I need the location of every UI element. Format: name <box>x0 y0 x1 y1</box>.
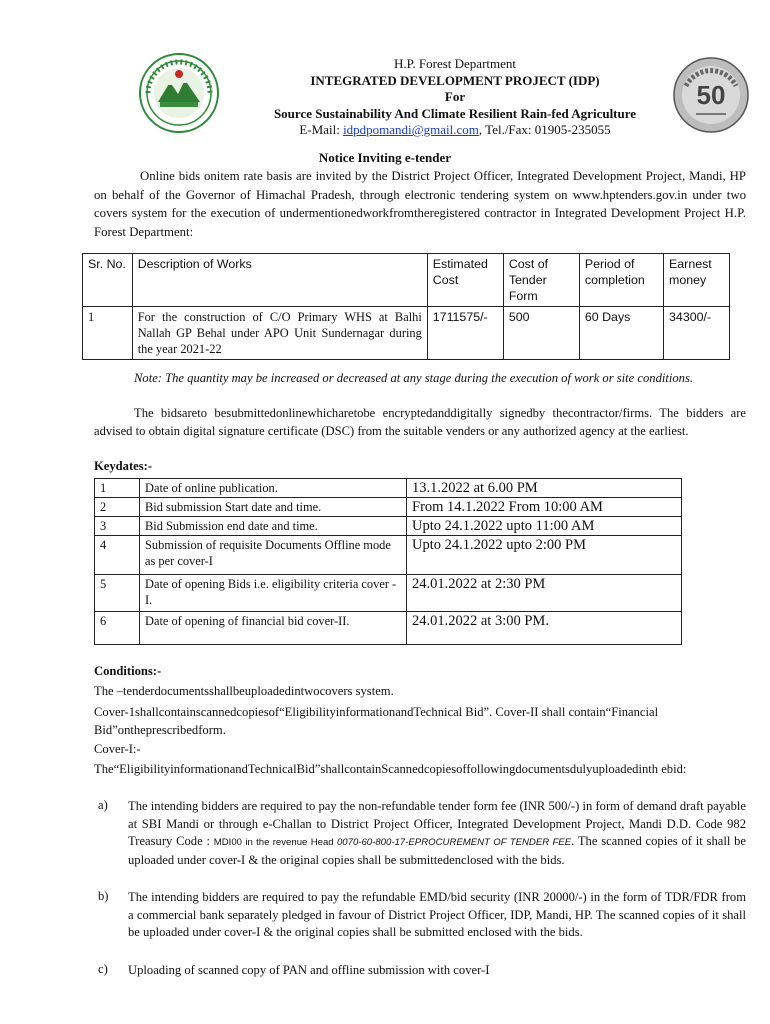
header-cell: Description of Works <box>132 254 427 307</box>
keydate-label: Date of online publication. <box>140 479 407 498</box>
condition-item-a <box>128 798 746 869</box>
keydate-label: Bid Submission end date and time. <box>140 517 407 536</box>
contact-line <box>200 122 710 139</box>
header-cell: Cost of Tender Form <box>503 254 579 307</box>
item-marker: c) <box>98 962 108 976</box>
table-row <box>95 479 682 498</box>
notice-intro: Online bids onitem rate basis are invited by the District Project Officer, Integrated Development Project, Mandi, HP on behalf of the Governor of Himachal Pradesh, through electronic tendering system on www.hptenders.gov.in under two covers system for the execution of undermentionedworkfromtheregistered contractor in Integrated Development Project H.P. Forest Department: <box>94 169 746 239</box>
email-label: E-Mail: <box>299 122 344 137</box>
sr-no-cell: 1 <box>83 307 133 360</box>
conditions-line-1: The –tenderdocumentsshallbeuploadedintwocovers system. <box>94 684 394 698</box>
table-row <box>95 575 682 612</box>
table-row <box>95 498 682 517</box>
keydate-value: 13.1.2022 at 6.00 PM <box>407 479 682 498</box>
bids-paragraph: The bidsareto besubmittedonlinewhicharetobe encryptedanddigitally signedby thecontractor/firms. The bidders are advised to obtain digital signature certificate (DSC) from the suitable venders or any authorized agency at the earliest. <box>94 406 746 438</box>
earnest-money-cell: 34300/- <box>664 307 730 360</box>
period-cell: 60 Days <box>579 307 663 360</box>
keydate-no: 4 <box>95 536 140 575</box>
quantity-note: Note: The quantity may be increased or decreased at any stage during the execution of work or site conditions. <box>134 371 694 385</box>
revenue-head: 0070-60-800-17-EPROCUREMENT OF TENDER FEE <box>336 837 572 849</box>
keydate-value: 24.01.2022 at 2:30 PM <box>407 575 682 612</box>
keydates-heading: Keydates:- <box>94 459 153 473</box>
notice-title: Notice Inviting e-tender <box>318 150 452 165</box>
works-table-header <box>83 254 730 307</box>
conditions-heading: Conditions:- <box>94 664 162 678</box>
table-row <box>95 536 682 575</box>
item-marker: a) <box>98 798 108 812</box>
table-row <box>95 517 682 536</box>
keydate-label: Date of opening of financial bid cover-II. <box>140 612 407 645</box>
item-a-text-end: . The scanned copies of it shall be uploaded under cover-I & the original copies shall be submittedenclosed with the bids. <box>128 834 747 867</box>
keydate-value: Upto 24.1.2022 upto 2:00 PM <box>407 536 682 575</box>
item-a-text: The intending bidders are required to pay the non-refundable tender form fee (INR 500/-) in form of demand draft payable at SBI Mandi or through e-Challan to District Project Officer, Integrated Development Project, Mandi D.D. Code 982 Treasury Code : <box>128 799 746 849</box>
keydate-label: Submission of requisite Documents Offline mode as per cover-I <box>140 536 407 575</box>
keydate-no: 1 <box>95 479 140 498</box>
table-row <box>83 307 730 360</box>
item-marker: b) <box>98 889 109 903</box>
table-row <box>95 612 682 645</box>
header-cell: Earnest money <box>664 254 730 307</box>
cover-1-label: Cover-I:- <box>94 742 141 756</box>
header-cell: Period of completion <box>579 254 663 307</box>
svg-text:50: 50 <box>696 80 726 110</box>
tender-form-cost-cell: 500 <box>503 307 579 360</box>
keydate-value: Upto 24.1.2022 upto 11:00 AM <box>407 517 682 536</box>
condition-item-c: Uploading of scanned copy of PAN and offline submission with cover-I <box>128 963 490 977</box>
header-cell: Sr. No. <box>83 254 133 307</box>
keydate-no: 3 <box>95 517 140 536</box>
for-label: For <box>444 89 466 104</box>
keydate-label: Date of opening Bids i.e. eligibility criteria cover -I. <box>140 575 407 612</box>
revenue-head-label: in the revenue Head <box>242 837 337 849</box>
keydates-table <box>94 478 682 645</box>
keydate-value: 24.01.2022 at 3:00 PM. <box>407 612 682 645</box>
cover-1-description: The“EligibilityinformationandTechnicalBid”shallcontainScannedcopiesoffollowingdocumentsdulyuploadedinth ebid: <box>94 762 687 776</box>
conditions-line-2: Cover-1shallcontainscannedcopiesof“EligibilityinformationandTechnical Bid”. Cover-II shall contain“Financial Bid”ontheprescribedform. <box>94 705 659 737</box>
keydate-no: 5 <box>95 575 140 612</box>
keydate-value: From 14.1.2022 From 10:00 AM <box>407 498 682 517</box>
condition-item-b: The intending bidders are required to pay the refundable EMD/bid security (INR 20000/-) in the form of TDR/FDR from a commercial bank separately pledged in favour of District Project Officer, IDP, Mandi, HP. The scanned copies of it shall be uploaded under cover-I & the original copies shall be submitted enclosed with the bids. <box>128 890 746 940</box>
description-cell: For the construction of C/O Primary WHS at Balhi Nallah GP Behal under APO Unit Sundernagar during the year 2021-22 <box>132 307 427 360</box>
department-name: H.P. Forest Department <box>393 56 517 71</box>
header-cell: Estimated Cost <box>427 254 503 307</box>
email-link[interactable]: idpdpomandi@gmail.com <box>343 122 479 137</box>
keydate-no: 2 <box>95 498 140 517</box>
keydate-label: Bid submission Start date and time. <box>140 498 407 517</box>
project-subtitle: Source Sustainability And Climate Resilient Rain-fed Agriculture <box>273 105 637 121</box>
works-table <box>82 253 730 360</box>
tel-fax: , Tel./Fax: 01905-235055 <box>478 122 611 137</box>
project-title: INTEGRATED DEVELOPMENT PROJECT (IDP) <box>310 72 600 88</box>
keydate-no: 6 <box>95 612 140 645</box>
estimated-cost-cell: 1711575/- <box>427 307 503 360</box>
treasury-code: MDI00 <box>213 837 243 849</box>
